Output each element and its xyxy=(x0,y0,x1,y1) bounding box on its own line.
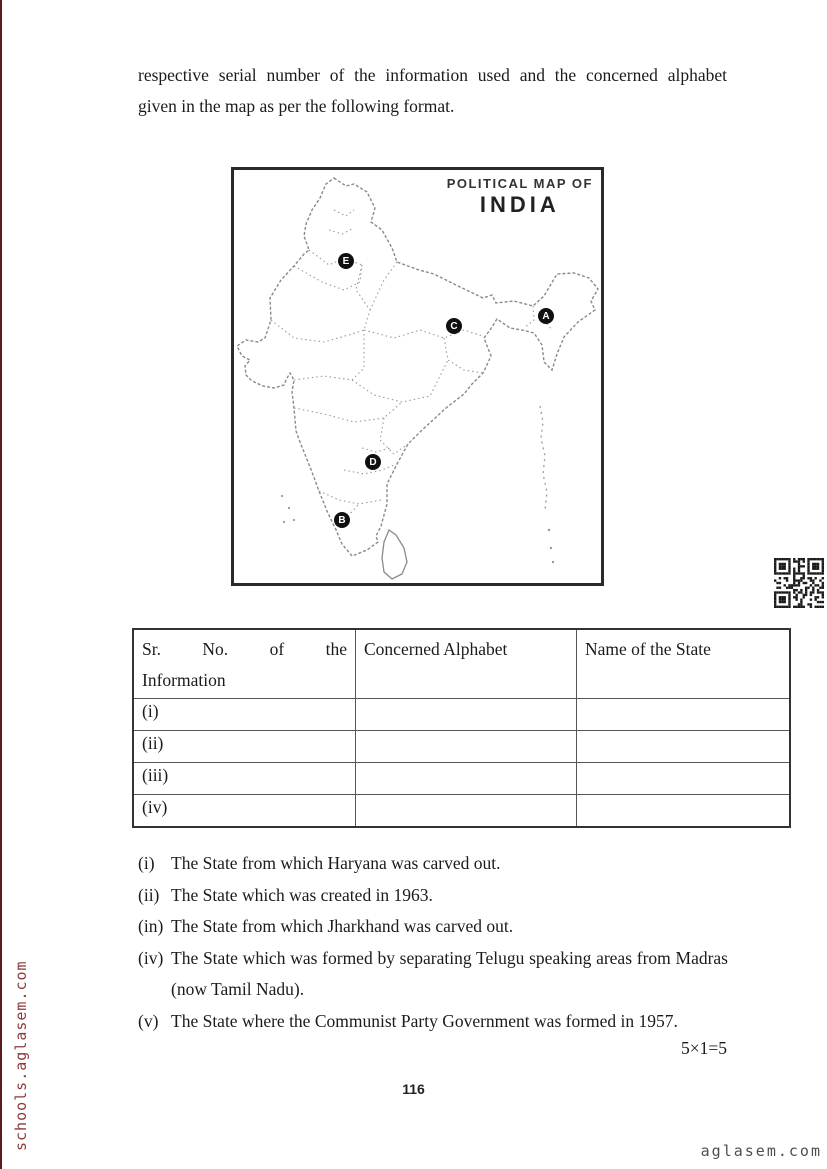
map-marker-C: C xyxy=(446,318,462,334)
header-sr-no-line2: Information xyxy=(142,670,226,690)
map-marker-B: B xyxy=(334,512,350,528)
header-concerned-alphabet: Concerned Alphabet xyxy=(356,629,577,699)
question-text: The State which was formed by separating Telugu speaking areas from Madras (now Tamil Nadu). xyxy=(171,947,728,999)
header-sr-no xyxy=(133,629,356,699)
watermark-left-vertical: schools.aglasem.com xyxy=(12,960,30,1151)
qr-code xyxy=(774,558,824,608)
question-text: The State from which Haryana was carved out. xyxy=(171,853,501,873)
nicobar-islands xyxy=(548,529,554,563)
table-row xyxy=(133,795,790,828)
alphabet-blank-cell xyxy=(356,795,577,828)
question-item xyxy=(138,1006,728,1038)
question-item xyxy=(138,943,728,1006)
question-label: (iv) xyxy=(138,947,164,968)
india-map-figure xyxy=(231,167,604,586)
question-label: (in) xyxy=(138,916,164,936)
header-word: No. xyxy=(202,639,229,659)
row-label-cell: (i) xyxy=(133,699,356,731)
header-word: the xyxy=(325,639,347,659)
sri-lanka-outline xyxy=(382,530,407,579)
header-word: of xyxy=(269,639,285,659)
intro-paragraph xyxy=(138,60,727,122)
map-title-line2: INDIA xyxy=(479,192,560,217)
question-item xyxy=(138,848,728,880)
india-outline xyxy=(237,178,598,556)
row-label-cell: (ii) xyxy=(133,731,356,763)
alphabet-blank-cell xyxy=(356,731,577,763)
left-edge-rule xyxy=(0,0,2,1169)
answer-format-table xyxy=(132,628,791,828)
question-text: The State where the Communist Party Government was formed in 1957. xyxy=(171,1010,678,1031)
map-marker-E: E xyxy=(338,253,354,269)
map-marker-A: A xyxy=(538,308,554,324)
state-borders xyxy=(271,210,552,530)
question-label: (ii) xyxy=(138,884,160,905)
india-map-drawing xyxy=(234,170,601,583)
map-title-line1: POLITICAL MAP OF xyxy=(446,176,593,191)
header-word: Sr. xyxy=(142,639,161,659)
table-row xyxy=(133,731,790,763)
question-label: (v) xyxy=(138,1010,159,1031)
state-blank-cell xyxy=(577,763,791,795)
table-row xyxy=(133,699,790,731)
map-marker-D: D xyxy=(365,454,381,470)
question-label: (i) xyxy=(138,853,155,873)
marks-note: 5×1=5 xyxy=(681,1038,727,1058)
state-blank-cell xyxy=(577,731,791,763)
question-item xyxy=(138,880,728,912)
state-blank-cell xyxy=(577,699,791,731)
intro-line-1: respective serial number of the information used and the concerned alphabet xyxy=(138,65,727,85)
alphabet-blank-cell xyxy=(356,763,577,795)
question-text: The State which was created in 1963. xyxy=(171,884,433,905)
map-title xyxy=(447,176,593,218)
andaman-islands xyxy=(540,406,547,510)
table-header-row xyxy=(133,629,790,699)
intro-line-2: given in the map as per the following format. xyxy=(138,96,455,116)
lakshadweep-islands xyxy=(281,495,295,523)
question-list xyxy=(138,848,728,1037)
header-name-of-state: Name of the State xyxy=(577,629,791,699)
watermark-bottom-right: aglasem.com xyxy=(700,1142,822,1160)
alphabet-blank-cell xyxy=(356,699,577,731)
state-blank-cell xyxy=(577,795,791,828)
table-row xyxy=(133,763,790,795)
question-text: The State from which Jharkhand was carved out. xyxy=(171,916,514,936)
row-label-cell: (iii) xyxy=(133,763,356,795)
question-item xyxy=(138,911,728,943)
row-label-cell: (iv) xyxy=(133,795,356,828)
header-sr-no-line1 xyxy=(142,634,347,665)
page-number: 116 xyxy=(402,1081,425,1097)
